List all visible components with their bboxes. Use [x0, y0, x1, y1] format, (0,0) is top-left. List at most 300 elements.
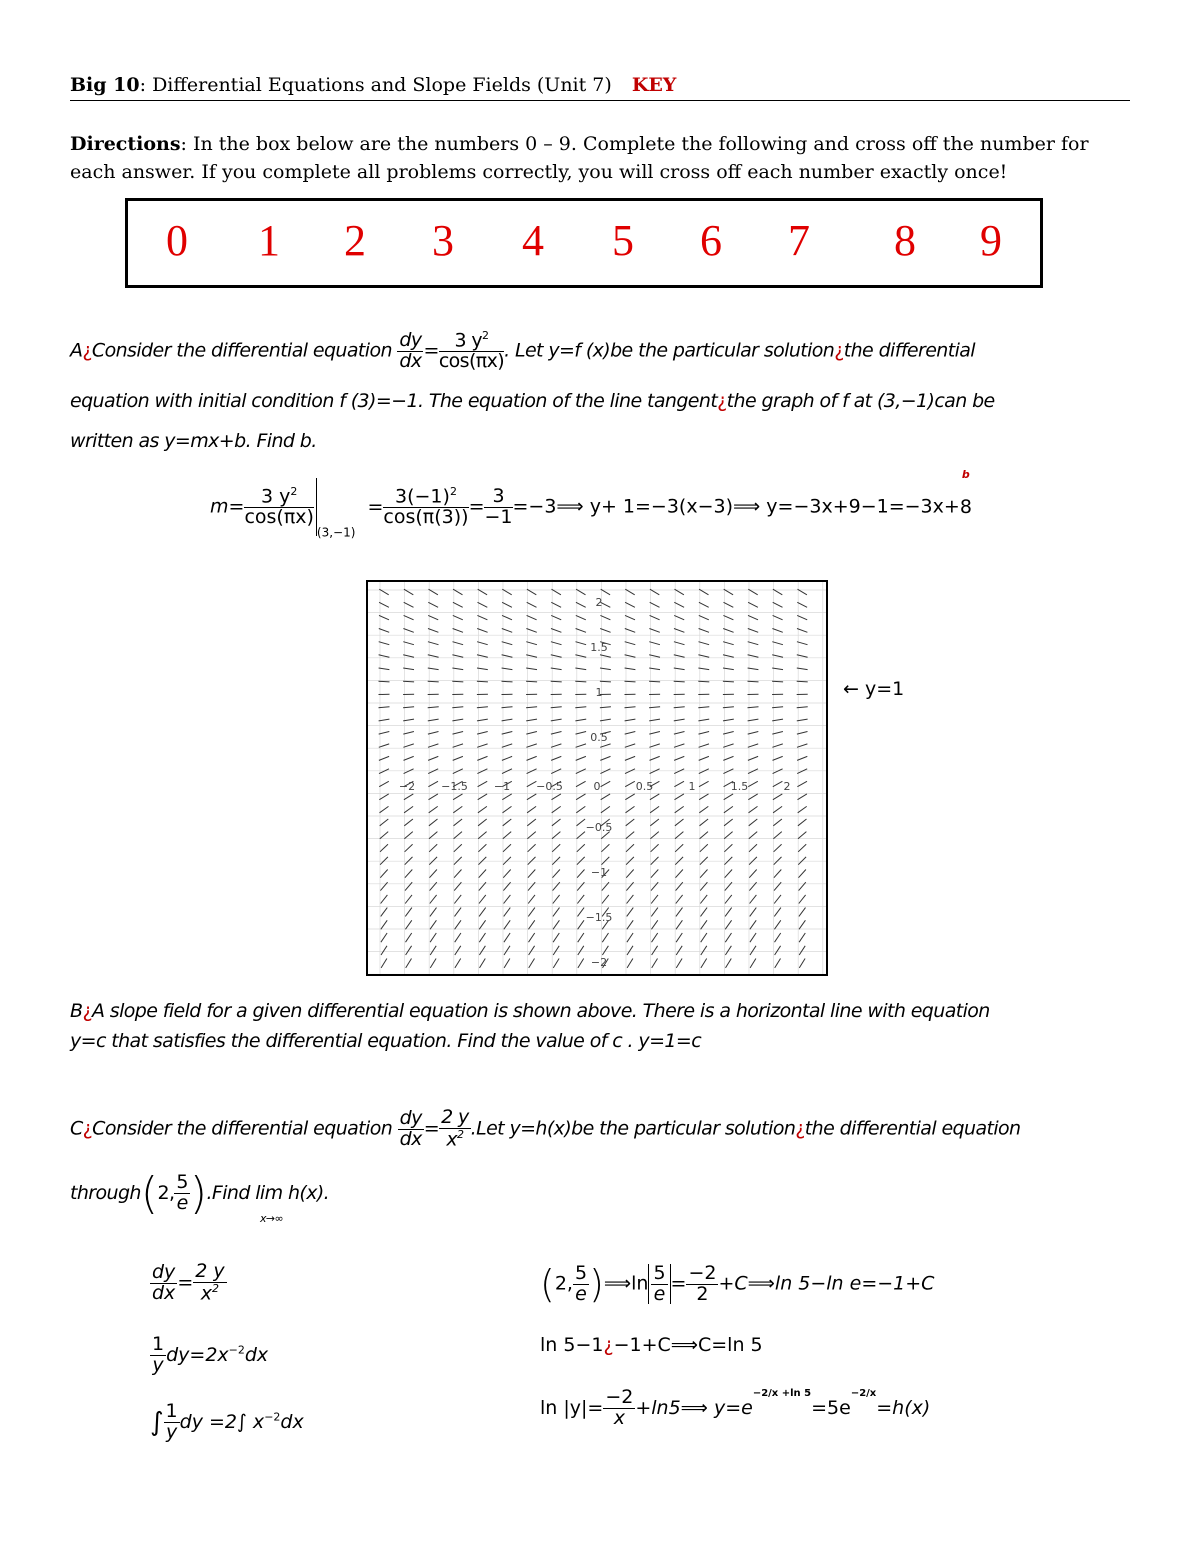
slope-segment [551, 629, 561, 633]
problem-c-text2: .Let y=h(x)be the particular solution [470, 1117, 796, 1140]
slope-segment [578, 933, 584, 942]
slope-segment [600, 615, 610, 619]
slope-segment [797, 615, 807, 619]
slope-segment [701, 946, 707, 955]
slope-segment [379, 756, 389, 760]
slope-segment [748, 794, 757, 800]
slope-segment [674, 615, 684, 619]
wr3-den: x [613, 1407, 625, 1429]
slope-segment [699, 794, 708, 800]
page-header [70, 74, 1130, 101]
number-3: 3 [432, 216, 454, 265]
slope-segment [479, 946, 485, 955]
slope-segment [479, 870, 486, 878]
problem-a-text3: the differential [843, 339, 975, 362]
slope-segment [675, 806, 684, 812]
slope-segment [723, 769, 733, 774]
slope-segment [576, 744, 586, 747]
slope-segment [772, 629, 782, 633]
slope-segment [553, 908, 560, 917]
directions [70, 130, 1140, 186]
work-left-line2 [150, 1335, 268, 1376]
c-point-num: 5 [176, 1171, 188, 1194]
slope-segment [552, 806, 561, 812]
slope-segment [675, 794, 684, 800]
wl3-integral: ∫ [150, 1407, 164, 1438]
slope-segment [748, 615, 758, 619]
slope-segment [503, 806, 512, 812]
slope-segment [453, 744, 463, 747]
slope-segment [773, 832, 781, 839]
slope-segment [649, 629, 659, 633]
slope-segment [650, 602, 660, 607]
slope-segment [380, 844, 388, 852]
number-7: 7 [788, 216, 810, 265]
slope-segment [627, 933, 633, 942]
slope-segment [626, 806, 635, 812]
slope-segment [724, 819, 733, 826]
slope-segment [502, 794, 511, 800]
number-9: 9 [980, 216, 1002, 265]
slope-segment [797, 602, 807, 607]
number-5: 5 [612, 216, 634, 265]
directions-text: : In the box below are the numbers 0 – 9. Complete the following and cross off the number for each answer. If you complete all problems correctly, you will cross off each number exactly once! [70, 133, 1089, 183]
slope-segment [649, 744, 659, 747]
work-left-line1: $\frac{dy}{dx}$ = $\frac{2 y}{x^2}$ [152, 1260, 225, 1305]
slope-segment [479, 857, 487, 865]
slope-segment [379, 794, 388, 800]
slope-segment [600, 681, 611, 682]
slope-segment [675, 857, 683, 865]
slope-segment [478, 794, 487, 800]
slope-segment [576, 781, 586, 786]
slope-segment [477, 769, 487, 774]
slope-segment [748, 744, 758, 747]
slope-segment [430, 933, 436, 942]
work-den2: cos(π(3)) [383, 506, 469, 529]
problem-a-line2b: the graph of f at (3,−1)can be [726, 390, 995, 412]
slope-segment [749, 806, 758, 812]
slope-segment [381, 946, 387, 955]
wr1-frac [573, 1261, 589, 1305]
slope-segment [553, 959, 559, 968]
y-tick-label: −1 [590, 866, 608, 879]
slope-segment [627, 895, 634, 904]
slope-segment [652, 946, 658, 955]
work-right-line3 [540, 1388, 930, 1429]
slope-segment [650, 806, 659, 812]
slope-segment [406, 933, 412, 942]
slope-segment [601, 794, 610, 800]
slope-segment [380, 819, 389, 826]
wl2-frac [150, 1335, 166, 1376]
problem-a-line2a: equation with initial condition f (3)=−1. The equation of the line tangent [70, 390, 718, 412]
slope-segment [379, 681, 390, 682]
slope-segment [405, 908, 412, 917]
slope-segment [798, 806, 807, 812]
c-dy: dy [399, 1106, 422, 1129]
slope-segment [699, 769, 709, 774]
slope-segment [725, 946, 731, 955]
slope-segment [405, 920, 411, 929]
slope-segment [578, 959, 584, 968]
slope-segment [748, 681, 759, 682]
wr1-frac2 [686, 1261, 718, 1305]
wl3-num: 1 [165, 1400, 178, 1422]
slope-segment [799, 920, 805, 929]
slope-segment [674, 629, 684, 633]
slope-segment [798, 794, 807, 800]
x-tick-label: 1.5 [730, 780, 749, 793]
wr2-a: ln 5−1 [540, 1334, 604, 1356]
slope-segment [404, 602, 414, 607]
slope-segment [428, 681, 439, 682]
slope-segment [749, 832, 757, 839]
slope-segment [699, 756, 709, 760]
x-tick-label: −1 [493, 780, 511, 793]
problem-a-text2: . Let y=f (x)be the particular solution [504, 339, 835, 362]
slope-segment [700, 819, 709, 826]
slope-segment [404, 832, 412, 839]
slope-segment [576, 806, 585, 812]
problem-c-text3: the differential equation [804, 1117, 1021, 1140]
c-den: x [446, 1128, 457, 1151]
slope-segment [799, 959, 805, 968]
slope-segment [381, 895, 388, 904]
slope-segment [452, 681, 463, 682]
slope-segment [626, 832, 634, 839]
number-6: 6 [700, 216, 722, 265]
slope-segment [577, 870, 584, 878]
slope-segment [577, 832, 585, 839]
slope-segment [773, 806, 782, 812]
answer-a: 8 [959, 495, 972, 518]
slope-segment [504, 946, 510, 955]
slope-segment [381, 908, 388, 917]
slope-segment [502, 744, 512, 747]
slope-segment [428, 769, 438, 774]
wr2-mark: ¿ [603, 1334, 614, 1356]
slope-segment [601, 806, 610, 812]
slope-segment [578, 920, 584, 929]
slope-segment [526, 744, 536, 747]
slope-segment [725, 920, 731, 929]
slope-segment [504, 908, 511, 917]
wr3-d: =h(x) [876, 1397, 931, 1419]
slope-segment [773, 615, 783, 619]
x-tick-label: 1 [688, 780, 696, 793]
slope-segment [453, 769, 463, 774]
work-rest: =−3⟹ y+ 1=−3(x−3)⟹ y=−3x+9−1=−3x+ [512, 495, 960, 518]
slope-segment [478, 806, 487, 812]
slope-segment [379, 602, 389, 607]
wl2-num: 1 [152, 1333, 165, 1355]
slope-segment [625, 769, 635, 774]
slope-segment [551, 769, 561, 774]
slope-segment [527, 756, 537, 760]
slope-segment [601, 781, 611, 786]
wl3-end: dx [280, 1410, 304, 1433]
slope-segment [502, 681, 513, 682]
problem-a-mark3: ¿ [717, 390, 727, 412]
problem-c-text1: Consider the differential equation [92, 1117, 393, 1140]
rhs-num: 3 y [454, 329, 483, 352]
slope-segment [551, 744, 561, 747]
slope-segment [773, 756, 783, 760]
wl2-exp: −2 [228, 1343, 245, 1357]
slope-segment [553, 920, 559, 929]
slope-segment [405, 895, 412, 904]
slope-segment [726, 959, 732, 968]
slope-segment [723, 744, 733, 747]
slope-segment [700, 870, 707, 878]
slope-segment [403, 744, 413, 747]
problem-c-line1: C¿Consider the differential equation $\frac{dy}{dx}$ = $\frac{2 y}{x^2}$ .Let y=h(x)be the particular solution¿the differential equation [70, 1106, 1021, 1151]
slope-segment [380, 832, 388, 839]
slope-segment [576, 769, 586, 774]
slope-segment [503, 870, 510, 878]
work-num3: 3 [484, 487, 512, 508]
slope-segment [600, 629, 610, 633]
slope-segment [478, 819, 487, 826]
slope-segment [455, 908, 462, 917]
y-tick-label: 0.5 [590, 731, 608, 744]
header-key: KEY [631, 74, 677, 96]
problem-b-text1: A slope field for a given differential equation is shown above. There is a horizontal line with equation [91, 1000, 990, 1022]
work-num2: 3(−1) [395, 485, 450, 508]
wr3-exp2: −2/x [850, 1388, 877, 1399]
slope-segment [428, 602, 438, 607]
problem-c-rhs: $\frac{2 y}{x^2}$ [441, 1106, 469, 1151]
slope-segment [406, 946, 412, 955]
slope-segment [380, 806, 389, 812]
problem-a-mark2: ¿ [834, 339, 844, 362]
slope-segment [649, 681, 660, 682]
slope-segment [575, 681, 586, 682]
slope-segment [528, 895, 535, 904]
slope-segment [724, 806, 733, 812]
slope-segment [652, 933, 658, 942]
slope-segment [404, 756, 414, 760]
slope-segment [674, 681, 685, 682]
slope-segment [478, 602, 488, 607]
slope-segment [430, 895, 437, 904]
slope-segment [528, 844, 536, 852]
problem-c-mark2: ¿ [795, 1117, 805, 1140]
slope-segment [552, 857, 560, 865]
slope-segment [429, 857, 437, 865]
slope-segment [553, 933, 559, 942]
wl1-num: dy [152, 1260, 176, 1283]
slope-segment [799, 946, 805, 955]
slope-segment [797, 781, 807, 786]
slope-segment [773, 769, 783, 774]
slope-segment [503, 819, 512, 826]
slope-segment [502, 629, 512, 633]
work-den3: −1 [484, 505, 513, 528]
slope-segment [503, 844, 511, 852]
slope-segment [724, 602, 734, 607]
slope-segment [428, 781, 438, 786]
slope-segment [504, 895, 511, 904]
wr1-d: +C⟹ln 5−ln e=−1+C [718, 1272, 935, 1295]
slope-segment [602, 895, 609, 904]
slope-segment [676, 920, 682, 929]
slope-segment [552, 819, 561, 826]
slope-segment [381, 933, 387, 942]
slope-segment [750, 920, 756, 929]
wr3-frac [603, 1388, 635, 1429]
slope-segment [651, 908, 658, 917]
slope-segment [749, 870, 756, 878]
slope-segment [674, 781, 684, 786]
problem-c-through: through [70, 1182, 141, 1204]
slope-segment [650, 615, 660, 619]
slope-segment [797, 744, 807, 747]
slope-segment [774, 908, 781, 917]
problem-a-dydx [397, 328, 423, 372]
slope-segment [551, 615, 561, 619]
slope-segment [553, 946, 559, 955]
slope-segment [455, 946, 461, 955]
slope-segment [774, 844, 782, 852]
slope-segment [577, 844, 585, 852]
slope-segment [477, 629, 487, 633]
slope-segment [379, 629, 389, 633]
slope-segment [527, 781, 537, 786]
slope-segment [798, 832, 806, 839]
slope-segment [453, 602, 463, 607]
slope-segment [429, 819, 438, 826]
wl3-den: y [165, 1420, 178, 1443]
wl2-rest: dy=2x [166, 1343, 229, 1366]
slope-segment [379, 615, 389, 619]
slope-segment [723, 756, 733, 760]
slope-segment [528, 908, 535, 917]
problem-b-line1 [70, 1000, 990, 1022]
slope-segment [380, 870, 387, 878]
slope-segment [627, 908, 634, 917]
slope-segment [502, 602, 512, 607]
slope-segment [701, 908, 708, 917]
slope-segment [551, 681, 562, 682]
slope-segment [404, 769, 414, 774]
slope-segment [748, 629, 758, 633]
slope-segment [674, 769, 684, 774]
slope-segment [578, 908, 585, 917]
slope-segment [477, 744, 487, 747]
slope-segment [676, 946, 682, 955]
dx-text: dx [399, 349, 422, 372]
slope-segment [650, 756, 660, 760]
slope-segment [477, 615, 487, 619]
number-8: 8 [894, 216, 916, 265]
slope-segment [404, 819, 413, 826]
slope-segment [430, 908, 437, 917]
rhs-den: cos(πx) [438, 350, 505, 373]
slope-segment [699, 602, 709, 607]
wl1-rnum: 2 y [195, 1260, 225, 1282]
slope-segment [750, 908, 757, 917]
wr1-b: ⟹ln [603, 1272, 649, 1295]
lim-subscript: x→∞ [260, 1212, 284, 1225]
number-box [125, 198, 1043, 288]
slope-segment [774, 870, 781, 878]
slope-segment [675, 819, 684, 826]
c-point-frac [174, 1173, 190, 1214]
slope-segment [723, 681, 734, 682]
slope-segment [576, 756, 586, 760]
slope-segment [773, 781, 783, 786]
slope-segment [429, 832, 437, 839]
x-tick-label: 0 [593, 780, 601, 793]
slope-segment [480, 959, 486, 968]
slope-segment [601, 844, 609, 852]
slope-segment [773, 602, 783, 607]
slope-segment [553, 870, 560, 878]
work-eval: (3,−1) [316, 525, 356, 540]
slope-segment [676, 933, 682, 942]
slope-segment [701, 933, 707, 942]
slope-segment [428, 744, 438, 747]
slope-segment [774, 895, 781, 904]
slope-segment [526, 629, 536, 633]
problem-a-line2 [70, 390, 995, 412]
slope-segment [799, 908, 806, 917]
slope-segment [626, 857, 634, 865]
x-tick-label: 0.5 [635, 780, 654, 793]
problem-c-mark: ¿ [82, 1117, 93, 1140]
dy-text: dy [399, 328, 422, 351]
slope-segment [748, 602, 758, 607]
slope-segment [724, 844, 732, 852]
slope-segment [527, 832, 535, 839]
slope-segment [797, 769, 807, 774]
slope-segment [652, 959, 658, 968]
slope-segment [651, 870, 658, 878]
slope-segment [553, 895, 560, 904]
wl2-end: dx [244, 1343, 269, 1366]
work-right-line1: (2, $\frac{5}{e}$ )⟹ln $\frac{5}{e}$ = $\frac{-2}{2}$ +C⟹ln 5−ln e=−1+C [540, 1261, 935, 1306]
slope-segment [651, 920, 657, 929]
slope-segment [551, 602, 561, 607]
slope-segment [699, 806, 708, 812]
slope-segment [749, 844, 757, 852]
work-frac3 [484, 484, 513, 528]
c-num: 2 y [441, 1106, 469, 1128]
wr3-exp: −2/x +ln 5 [752, 1388, 812, 1399]
slope-segment [453, 806, 462, 812]
slope-segment [650, 832, 658, 839]
slope-segment [676, 959, 682, 968]
slope-segment [527, 769, 537, 774]
wr3-c: =5e [811, 1397, 851, 1419]
slope-segment [797, 756, 807, 760]
wr1-den: e [575, 1282, 587, 1305]
problem-b-letter: B [70, 1000, 83, 1022]
slope-segment [749, 819, 758, 826]
header-title: : Differential Equations and Slope Fields (Unit 7) [139, 74, 612, 96]
slope-segment [479, 920, 485, 929]
slope-segment [775, 959, 781, 968]
slope-segment [429, 806, 438, 812]
slope-segment [403, 681, 414, 682]
wl1-rhs: $\frac{2 y}{x^2}$ [195, 1260, 225, 1305]
y-tick-label: −1.5 [585, 911, 613, 924]
slope-segment [724, 794, 733, 800]
wr1-num: 5 [574, 1261, 588, 1284]
slope-segment [799, 870, 806, 878]
